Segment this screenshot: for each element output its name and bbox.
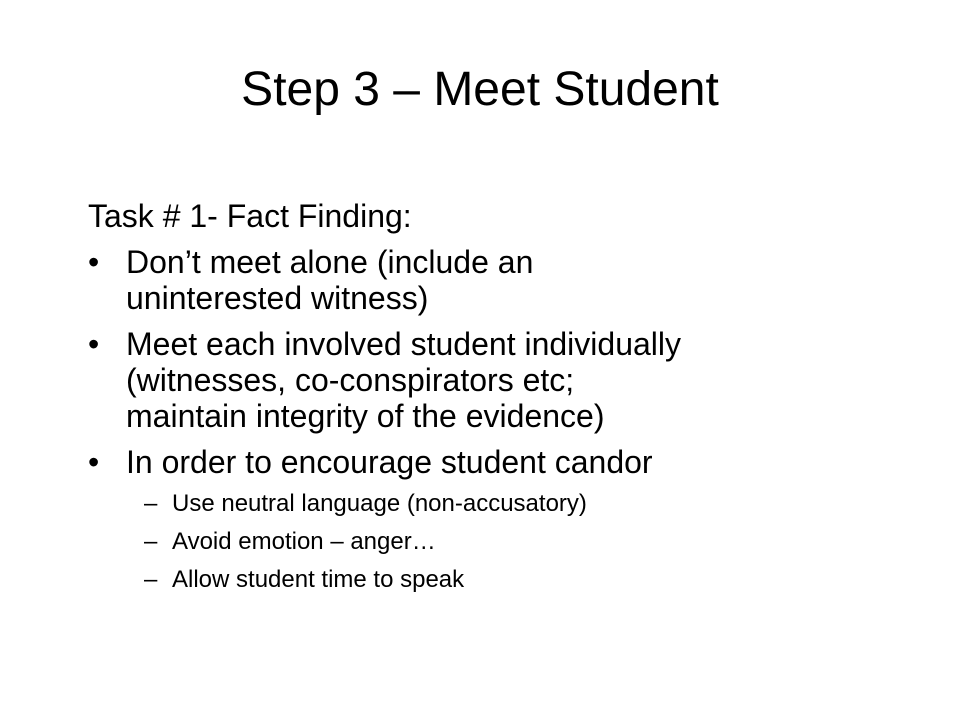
bullet-line: (witnesses, co-conspirators etc; [126,362,575,398]
bullet-line: Don’t meet alone (include an [126,244,534,280]
bullet-line: maintain integrity of the evidence) [126,398,605,434]
sub-item [144,528,888,556]
sub-item-text: Allow student time to speak [172,566,465,593]
bullet-item [88,244,888,316]
sub-marker: – [144,566,158,593]
bullet-item [88,326,888,434]
bullet-marker: • [88,244,100,280]
sub-item [144,490,888,518]
bullet-marker: • [88,326,100,362]
bullet-marker: • [88,444,100,480]
sub-item-text: Use neutral language (non-accusatory) [172,490,587,517]
sub-item-text: Avoid emotion – anger… [172,528,436,555]
slide-title: Step 3 – Meet Student [241,63,719,116]
slide-body [88,198,888,604]
task-heading: Task # 1- Fact Finding: [88,198,412,234]
sub-item [144,566,888,594]
bullet-line: Meet each involved student individually [126,326,681,362]
sub-marker: – [144,490,158,517]
bullet-line: In order to encourage student candor [126,444,653,480]
sub-list [144,490,888,594]
bullet-text [126,444,888,480]
bullet-text [126,244,888,316]
bullet-item [88,444,888,480]
bullet-text [126,326,888,434]
bullet-line: uninterested witness) [126,280,429,316]
sub-marker: – [144,528,158,555]
